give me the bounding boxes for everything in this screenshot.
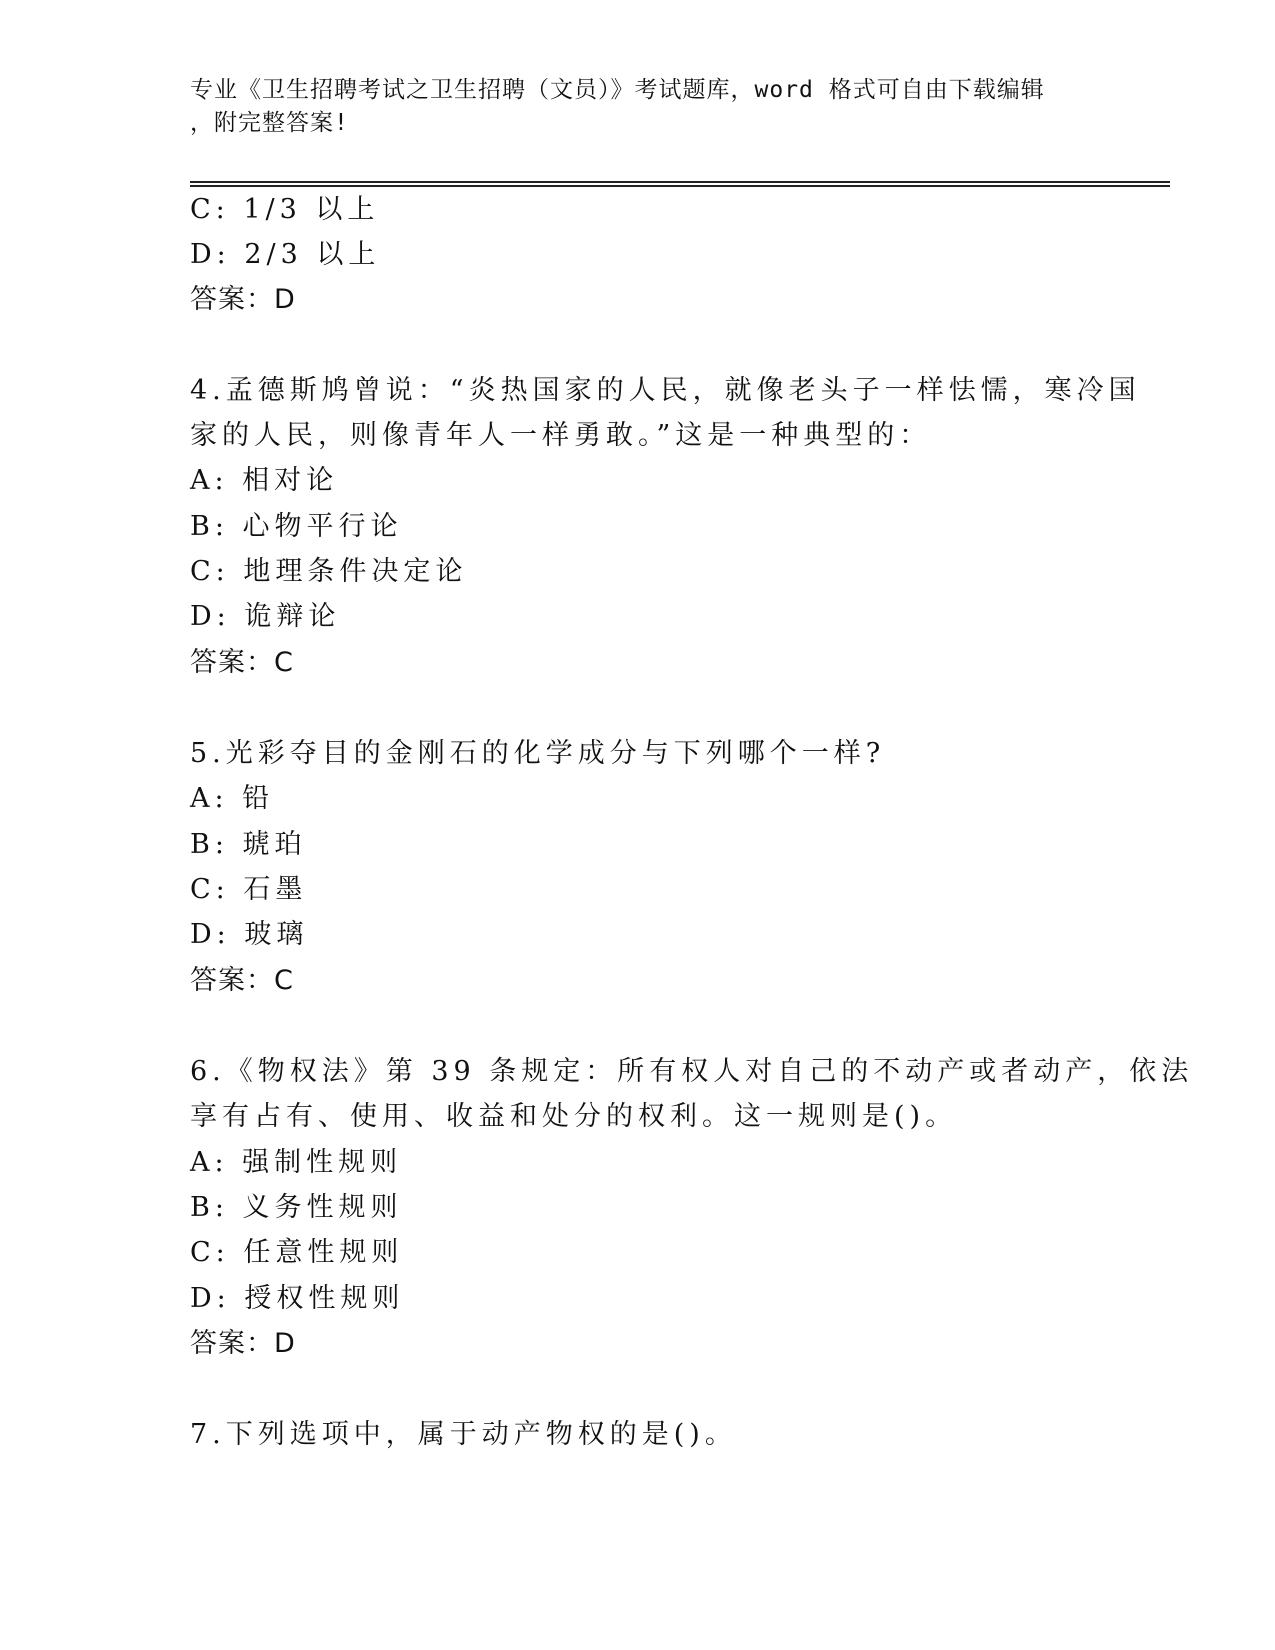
q3-option-c: C: 1/3 以上	[190, 194, 380, 225]
q4-option-b: B: 心物平行论	[190, 511, 403, 542]
header-line-2: ，附完整答案!	[190, 110, 349, 136]
q5-stem: 5.光彩夺目的金刚石的化学成分与下列哪个一样?	[190, 738, 886, 769]
q6-option-a: A: 强制性规则	[190, 1147, 403, 1178]
q5-option-c: C: 石墨	[190, 874, 308, 905]
q4-option-d: D: 诡辩论	[190, 601, 341, 632]
q7-stem: 7.下列选项中，属于动产物权的是()。	[190, 1419, 737, 1450]
header-line-1: 专业《卫生招聘考试之卫生招聘（文员）》考试题库，word 格式可自由下载编辑	[190, 77, 1045, 103]
q6-answer: 答案：D	[190, 1328, 296, 1359]
q5-option-d: D: 玻璃	[190, 919, 309, 950]
document-header	[190, 74, 1090, 140]
q5-option-b: B: 琥珀	[190, 829, 307, 860]
q6-option-c: C: 任意性规则	[190, 1237, 404, 1268]
q3-option-d: D: 2/3 以上	[190, 239, 381, 270]
q4-stem-line-1: 4.孟德斯鸠曾说：“炎热国家的人民，就像老头子一样怯懦，寒冷国	[190, 375, 1141, 406]
q4-option-a: A: 相对论	[190, 465, 339, 496]
q6-stem-line-1: 6.《物权法》第 39 条规定：所有权人对自己的不动产或者动产，依法	[190, 1056, 1194, 1087]
q4-option-c: C: 地理条件决定论	[190, 556, 468, 587]
q6-option-b: B: 义务性规则	[190, 1192, 403, 1223]
q4-answer: 答案：C	[190, 647, 294, 678]
header-divider-top	[190, 181, 1170, 183]
q3-answer: 答案：D	[190, 284, 296, 315]
q6-stem-line-2: 享有占有、使用、收益和处分的权利。这一规则是()。	[190, 1101, 958, 1132]
header-divider-bottom	[190, 185, 1170, 187]
q4-stem-line-2: 家的人民，则像青年人一样勇敢。”这是一种典型的：	[190, 420, 932, 451]
q5-answer: 答案：C	[190, 965, 294, 996]
q5-option-a: A: 铅	[190, 783, 275, 814]
q6-option-d: D: 授权性规则	[190, 1283, 405, 1314]
